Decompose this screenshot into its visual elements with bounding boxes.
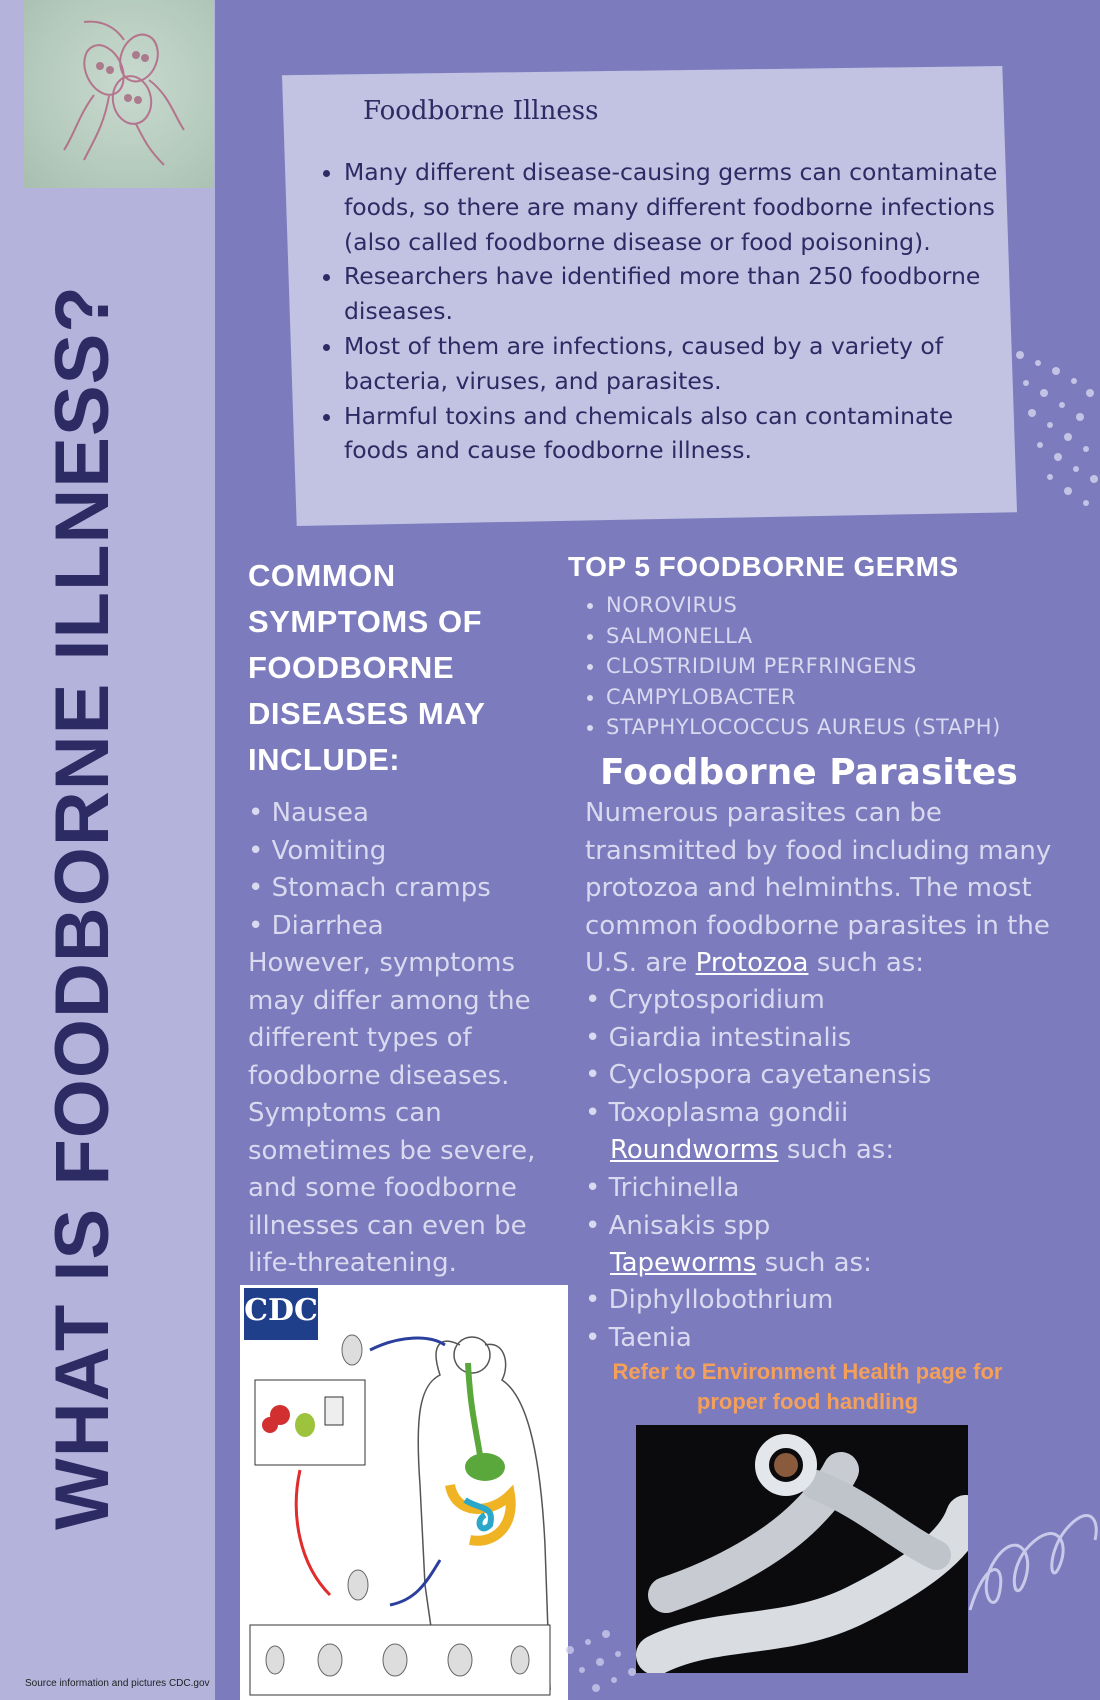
list-item: • Nausea <box>248 795 568 833</box>
page-title: WHAT IS FOODBORNE ILLNESS? <box>40 285 125 1530</box>
list-item: • SALMONELLA <box>606 621 1086 652</box>
source-note: Source information and pictures CDC.gov <box>25 1678 210 1689</box>
parasites-heading: Foodborne Parasites <box>600 752 1018 793</box>
list-item: • Stomach cramps <box>248 870 568 908</box>
info-box-title: Foodborne Illness <box>363 96 599 126</box>
decorative-dots-icon <box>1010 345 1100 515</box>
tapeworms-list-container <box>585 1282 1085 1357</box>
symptom-list <box>248 795 568 945</box>
roundworms-list-container <box>585 1170 1085 1245</box>
protozoa-list-container <box>585 982 1085 1132</box>
parasites-intro-text: Numerous parasites can be transmitted by food including many protozoa and helminths. The most common foodborne parasites in the U.S. are <box>585 798 1052 978</box>
list-item: • CAMPYLOBACTER <box>606 682 1086 713</box>
cdc-logo: CDC <box>244 1288 318 1340</box>
list-item: • STAPHYLOCOCCUS AUREUS (STAPH) <box>606 712 1086 743</box>
list-item: • Researchers have identified more than 250 foodborne diseases. <box>344 259 1014 329</box>
lifecycle-diagram <box>240 1285 568 1700</box>
such-as-text: such as: <box>786 1135 895 1165</box>
such-as-text: such as: <box>816 948 925 978</box>
list-item: • CLOSTRIDIUM PERFRINGENS <box>606 651 1086 682</box>
list-item: • Vomiting <box>248 833 568 871</box>
refer-note: Refer to Environment Health page for proper food handling <box>612 1359 1003 1414</box>
symptoms-heading: COMMON SYMPTOMS OF FOODBORNE DISEASES MAY INCLUDE: <box>248 558 485 777</box>
list-item: • Anisakis spp <box>585 1208 1085 1246</box>
protozoa-link[interactable]: Protozoa <box>695 948 809 978</box>
roundworms-link[interactable]: Roundworms <box>610 1135 779 1165</box>
list-item: • Diphyllobothrium <box>585 1282 1085 1320</box>
roundworms-line <box>610 1132 894 1170</box>
list-item: • Toxoplasma gondii <box>585 1095 1085 1133</box>
decorative-dots-icon <box>560 1620 680 1700</box>
protozoa-list <box>585 982 1085 1132</box>
list-item: • Many different disease-causing germs can contaminate foods, so there are many different foodborne infections (also called foodborne disease or food poisoning). <box>344 155 1014 259</box>
parasites-intro <box>585 795 1100 983</box>
decorative-swirl-icon <box>965 1480 1100 1620</box>
germs-list <box>578 590 1086 743</box>
list-item: • Giardia intestinalis <box>585 1020 1085 1058</box>
list-item: • Trichinella <box>585 1170 1085 1208</box>
list-item: • Diarrhea <box>248 908 568 946</box>
tapeworms-link[interactable]: Tapeworms <box>610 1248 757 1278</box>
info-box-list <box>310 155 1014 468</box>
list-item: • Most of them are infections, caused by a variety of bacteria, viruses, and parasites. <box>344 329 1014 399</box>
list-item: • Cyclospora cayetanensis <box>585 1057 1085 1095</box>
tapeworms-list <box>585 1282 1085 1357</box>
roundworms-list <box>585 1170 1085 1245</box>
symptoms-body-text: However, symptoms may differ among the different types of foodborne diseases. Symptoms can sometimes be severe, and some foodborne illnesses can even be life-threatening. <box>248 948 536 1278</box>
tapeworm-photo <box>636 1425 968 1673</box>
list-item: • NOROVIRUS <box>606 590 1086 621</box>
list-item: • Harmful toxins and chemicals also can contaminate foods and cause foodborne illness. <box>344 399 1014 469</box>
germs-heading: TOP 5 FOODBORNE GERMS <box>568 551 959 582</box>
list-item: • Taenia <box>585 1320 1085 1358</box>
tapeworms-line <box>610 1245 872 1283</box>
such-as-text: such as: <box>764 1248 872 1278</box>
list-item: • Cryptosporidium <box>585 982 1085 1020</box>
giardia-microscope-photo <box>24 0 214 188</box>
